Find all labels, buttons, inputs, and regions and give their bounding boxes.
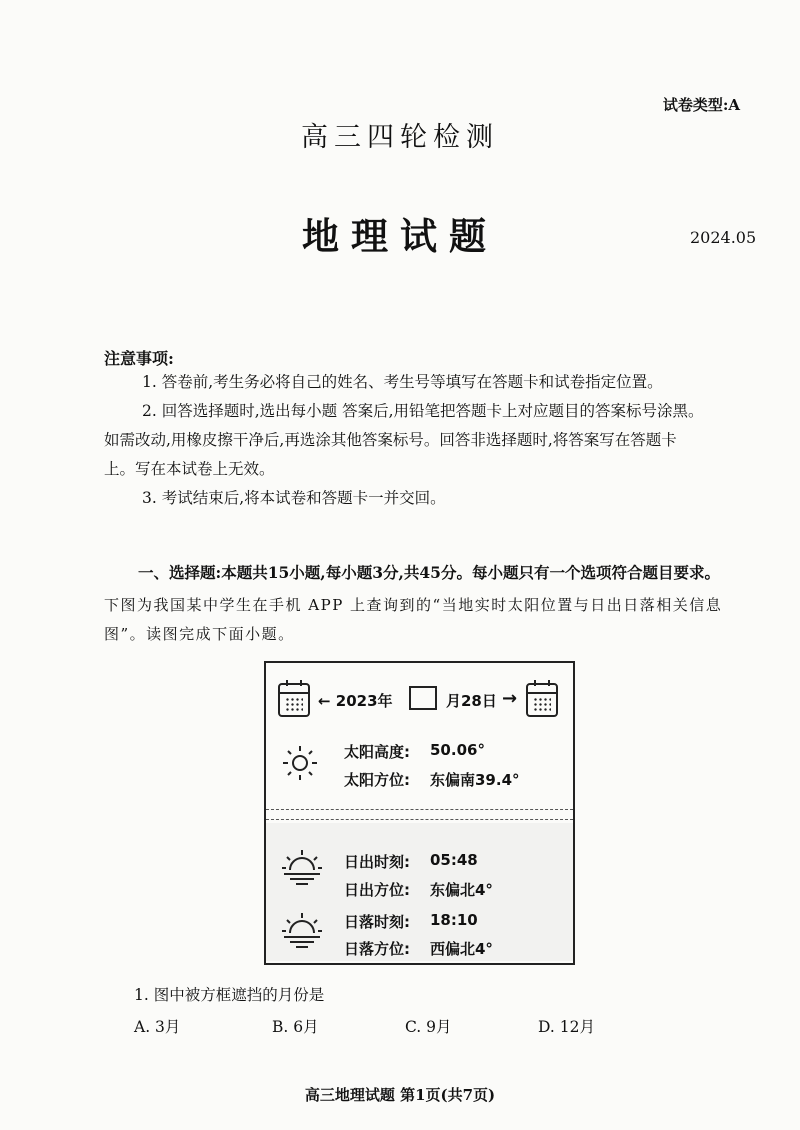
- azimuth-label: 太阳方位:: [344, 771, 410, 789]
- divider-top: [266, 809, 573, 810]
- section-intro: 下图为我国某中学生在手机 APP 上查询到的“当地实时太阳位置与日出日落相关信息图”。读图完成下面小题。: [104, 596, 723, 643]
- sunset-dir: 西偏北4°: [430, 940, 493, 958]
- page-footer: 高三地理试题 第1页(共7页): [304, 1086, 496, 1104]
- notice-item-2-line2: 如需改动,用橡皮擦干净后,再选涂其他答案标号。回答非选择题时,将答案写在答题卡: [104, 431, 677, 449]
- exam-title: 高三四轮检测: [301, 122, 499, 153]
- sunset-time-label: 日落时刻:: [344, 913, 410, 931]
- option-c: C. 9月: [405, 1018, 452, 1036]
- day-label: 月28日: [446, 692, 497, 710]
- app-screenshot: [264, 661, 575, 965]
- question-1-stem: 1. 图中被方框遮挡的月份是: [134, 986, 325, 1004]
- sunset-time: 18:10: [430, 911, 478, 929]
- sunrise-time: 05:48: [430, 851, 478, 869]
- sun-icon: [280, 743, 320, 783]
- notice-item-2-line3: 上。写在本试卷上无效。: [104, 460, 275, 478]
- arrow-right: →: [502, 688, 518, 709]
- month-mask-box: [409, 686, 437, 710]
- paper-type: 试卷类型:A: [662, 96, 740, 114]
- notice-item-2-line1: 2. 回答选择题时,选出每小题 答案后,用铅笔把答题卡上对应题目的答案标号涂黑。: [142, 402, 704, 420]
- altitude-value: 50.06°: [430, 741, 485, 759]
- exam-date: 2024.05: [690, 228, 757, 247]
- notice-item-1: 1. 答卷前,考生务必将自己的姓名、考生号等填写在答题卡和试卷指定位置。: [142, 373, 663, 391]
- subject-title: 地理试题: [302, 214, 498, 258]
- option-b: B. 6月: [272, 1018, 319, 1036]
- notice-title: 注意事项:: [104, 349, 174, 368]
- azimuth-value: 东偏南39.4°: [430, 771, 520, 789]
- altitude-label: 太阳高度:: [344, 743, 410, 761]
- sunrise-time-label: 日出时刻:: [344, 853, 410, 871]
- calendar-next-icon[interactable]: [526, 683, 558, 717]
- sunset-dir-label: 日落方位:: [344, 940, 410, 958]
- section-heading: 一、选择题:本题共15小题,每小题3分,共45分。每小题只有一个选项符合题目要求。: [138, 563, 720, 582]
- option-d: D. 12月: [538, 1018, 595, 1036]
- year-label: ← 2023年: [318, 692, 393, 710]
- calendar-prev-icon[interactable]: [278, 683, 310, 717]
- divider-bottom: [266, 819, 573, 820]
- sunset-icon: [280, 911, 324, 949]
- notice-item-3: 3. 考试结束后,将本试卷和答题卡一并交回。: [142, 489, 446, 507]
- option-a: A. 3月: [134, 1018, 181, 1036]
- sunrise-dir-label: 日出方位:: [344, 881, 410, 899]
- sunrise-dir: 东偏北4°: [430, 881, 493, 899]
- sunrise-icon: [280, 848, 324, 886]
